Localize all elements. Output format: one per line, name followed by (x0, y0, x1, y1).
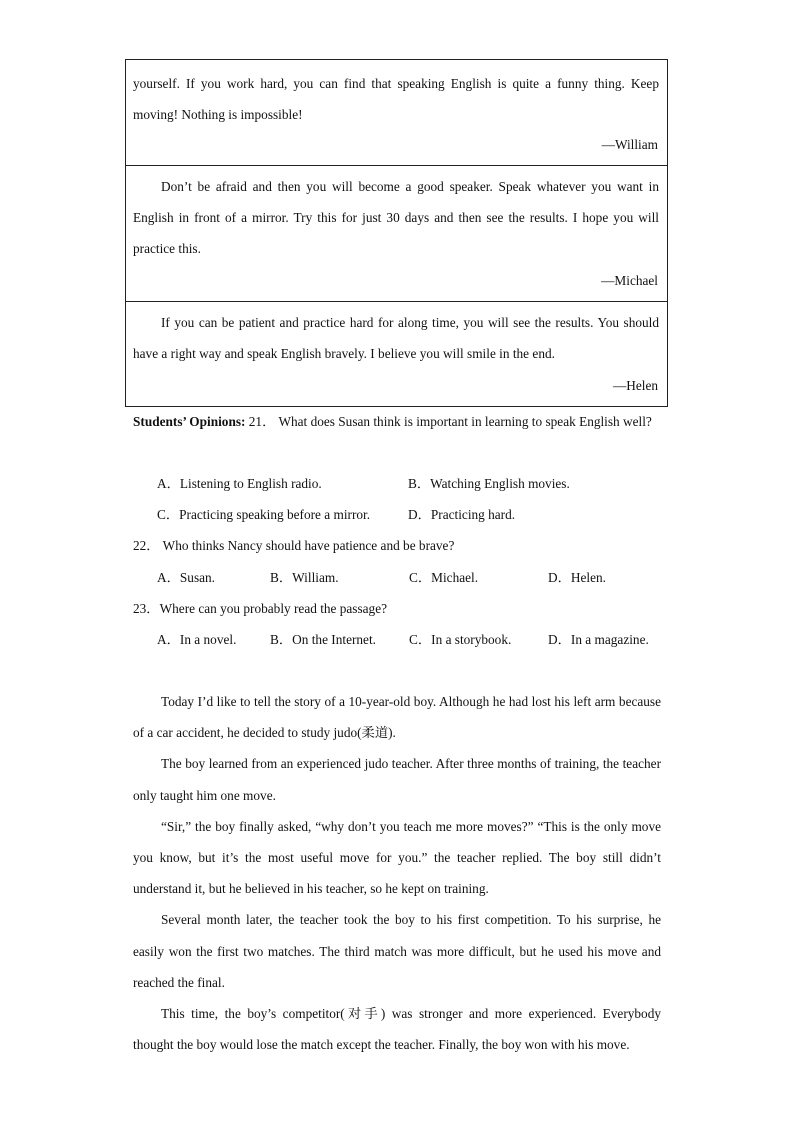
option-a[interactable]: A．Listening to English radio. (157, 476, 322, 491)
option-b[interactable]: B．Watching English movies. (408, 476, 570, 491)
letter-author: —William (601, 137, 658, 152)
option-c[interactable]: C．Michael. (409, 570, 479, 585)
opinions-table (125, 59, 668, 407)
section-label: Students’ Opinions: (133, 414, 246, 429)
letter-helen (126, 302, 667, 406)
question-22 (133, 530, 661, 561)
question-text: 21． What does Susan think is important in learning to speak English well? (248, 414, 652, 429)
question-23 (133, 593, 661, 624)
letter-william (126, 60, 667, 166)
option-d[interactable]: D．Practicing hard. (408, 507, 516, 522)
option-d[interactable]: D．In a magazine. (548, 632, 649, 647)
letter-text: yourself. If you work hard, you can find that speaking English is quite a funny thing. Keep moving! Nothing is impossible! (133, 76, 659, 122)
letter-author: —Michael (601, 273, 658, 288)
question-text: 22． Who thinks Nancy should have patience and be brave? (133, 538, 455, 553)
story-paragraph: Today I’d like to tell the story of a 10-year-old boy. Although he had lost his left arm because of a car accident, he decided to study judo(柔道). (133, 694, 661, 741)
option-a[interactable]: A．In a novel. (157, 632, 237, 647)
option-d[interactable]: D．Helen. (548, 570, 606, 585)
letter-michael (126, 166, 667, 302)
story-paragraph: This time, the boy’s competitor(对手) was stronger and more experienced. Everybody thought the boy would lose the match except the teacher. Finally, the boy won with his move. (133, 1006, 661, 1053)
letter-text: If you can be patient and practice hard for along time, you will see the results. You should have a right way and speak English bravely. I believe you will smile in the end. (133, 315, 659, 361)
letter-text: Don’t be afraid and then you will become a good speaker. Speak whatever you want in English in front of a mirror. Try this for just 30 days and then see the results. I hope you will practice this. (133, 179, 659, 256)
option-c[interactable]: C．In a storybook. (409, 632, 512, 647)
option-b[interactable]: B．William. (270, 570, 339, 585)
question-21 (133, 406, 661, 437)
story-paragraph: “Sir,” the boy finally asked, “why don’t you teach me more moves?” “This is the only move you know, but it’s the most useful move for you.” the teacher replied. The boy still didn’t understand it, but he believed in his teacher, so he kept on training. (133, 818, 661, 897)
letter-author: —Helen (612, 378, 658, 393)
option-b[interactable]: B．On the Internet. (270, 632, 376, 647)
question-text: 23．Where can you probably read the passage? (133, 601, 388, 616)
option-a[interactable]: A．Susan. (157, 570, 215, 585)
story-paragraph: The boy learned from an experienced judo teacher. After three months of training, the teacher only taught him one move. (133, 756, 661, 803)
story-passage (133, 686, 661, 1060)
story-paragraph: Several month later, the teacher took the boy to his first competition. To his surprise, he easily won the first two matches. The third match was more difficult, but he used his move and reached the final. (133, 912, 661, 990)
option-c[interactable]: C．Practicing speaking before a mirror. (157, 507, 371, 522)
